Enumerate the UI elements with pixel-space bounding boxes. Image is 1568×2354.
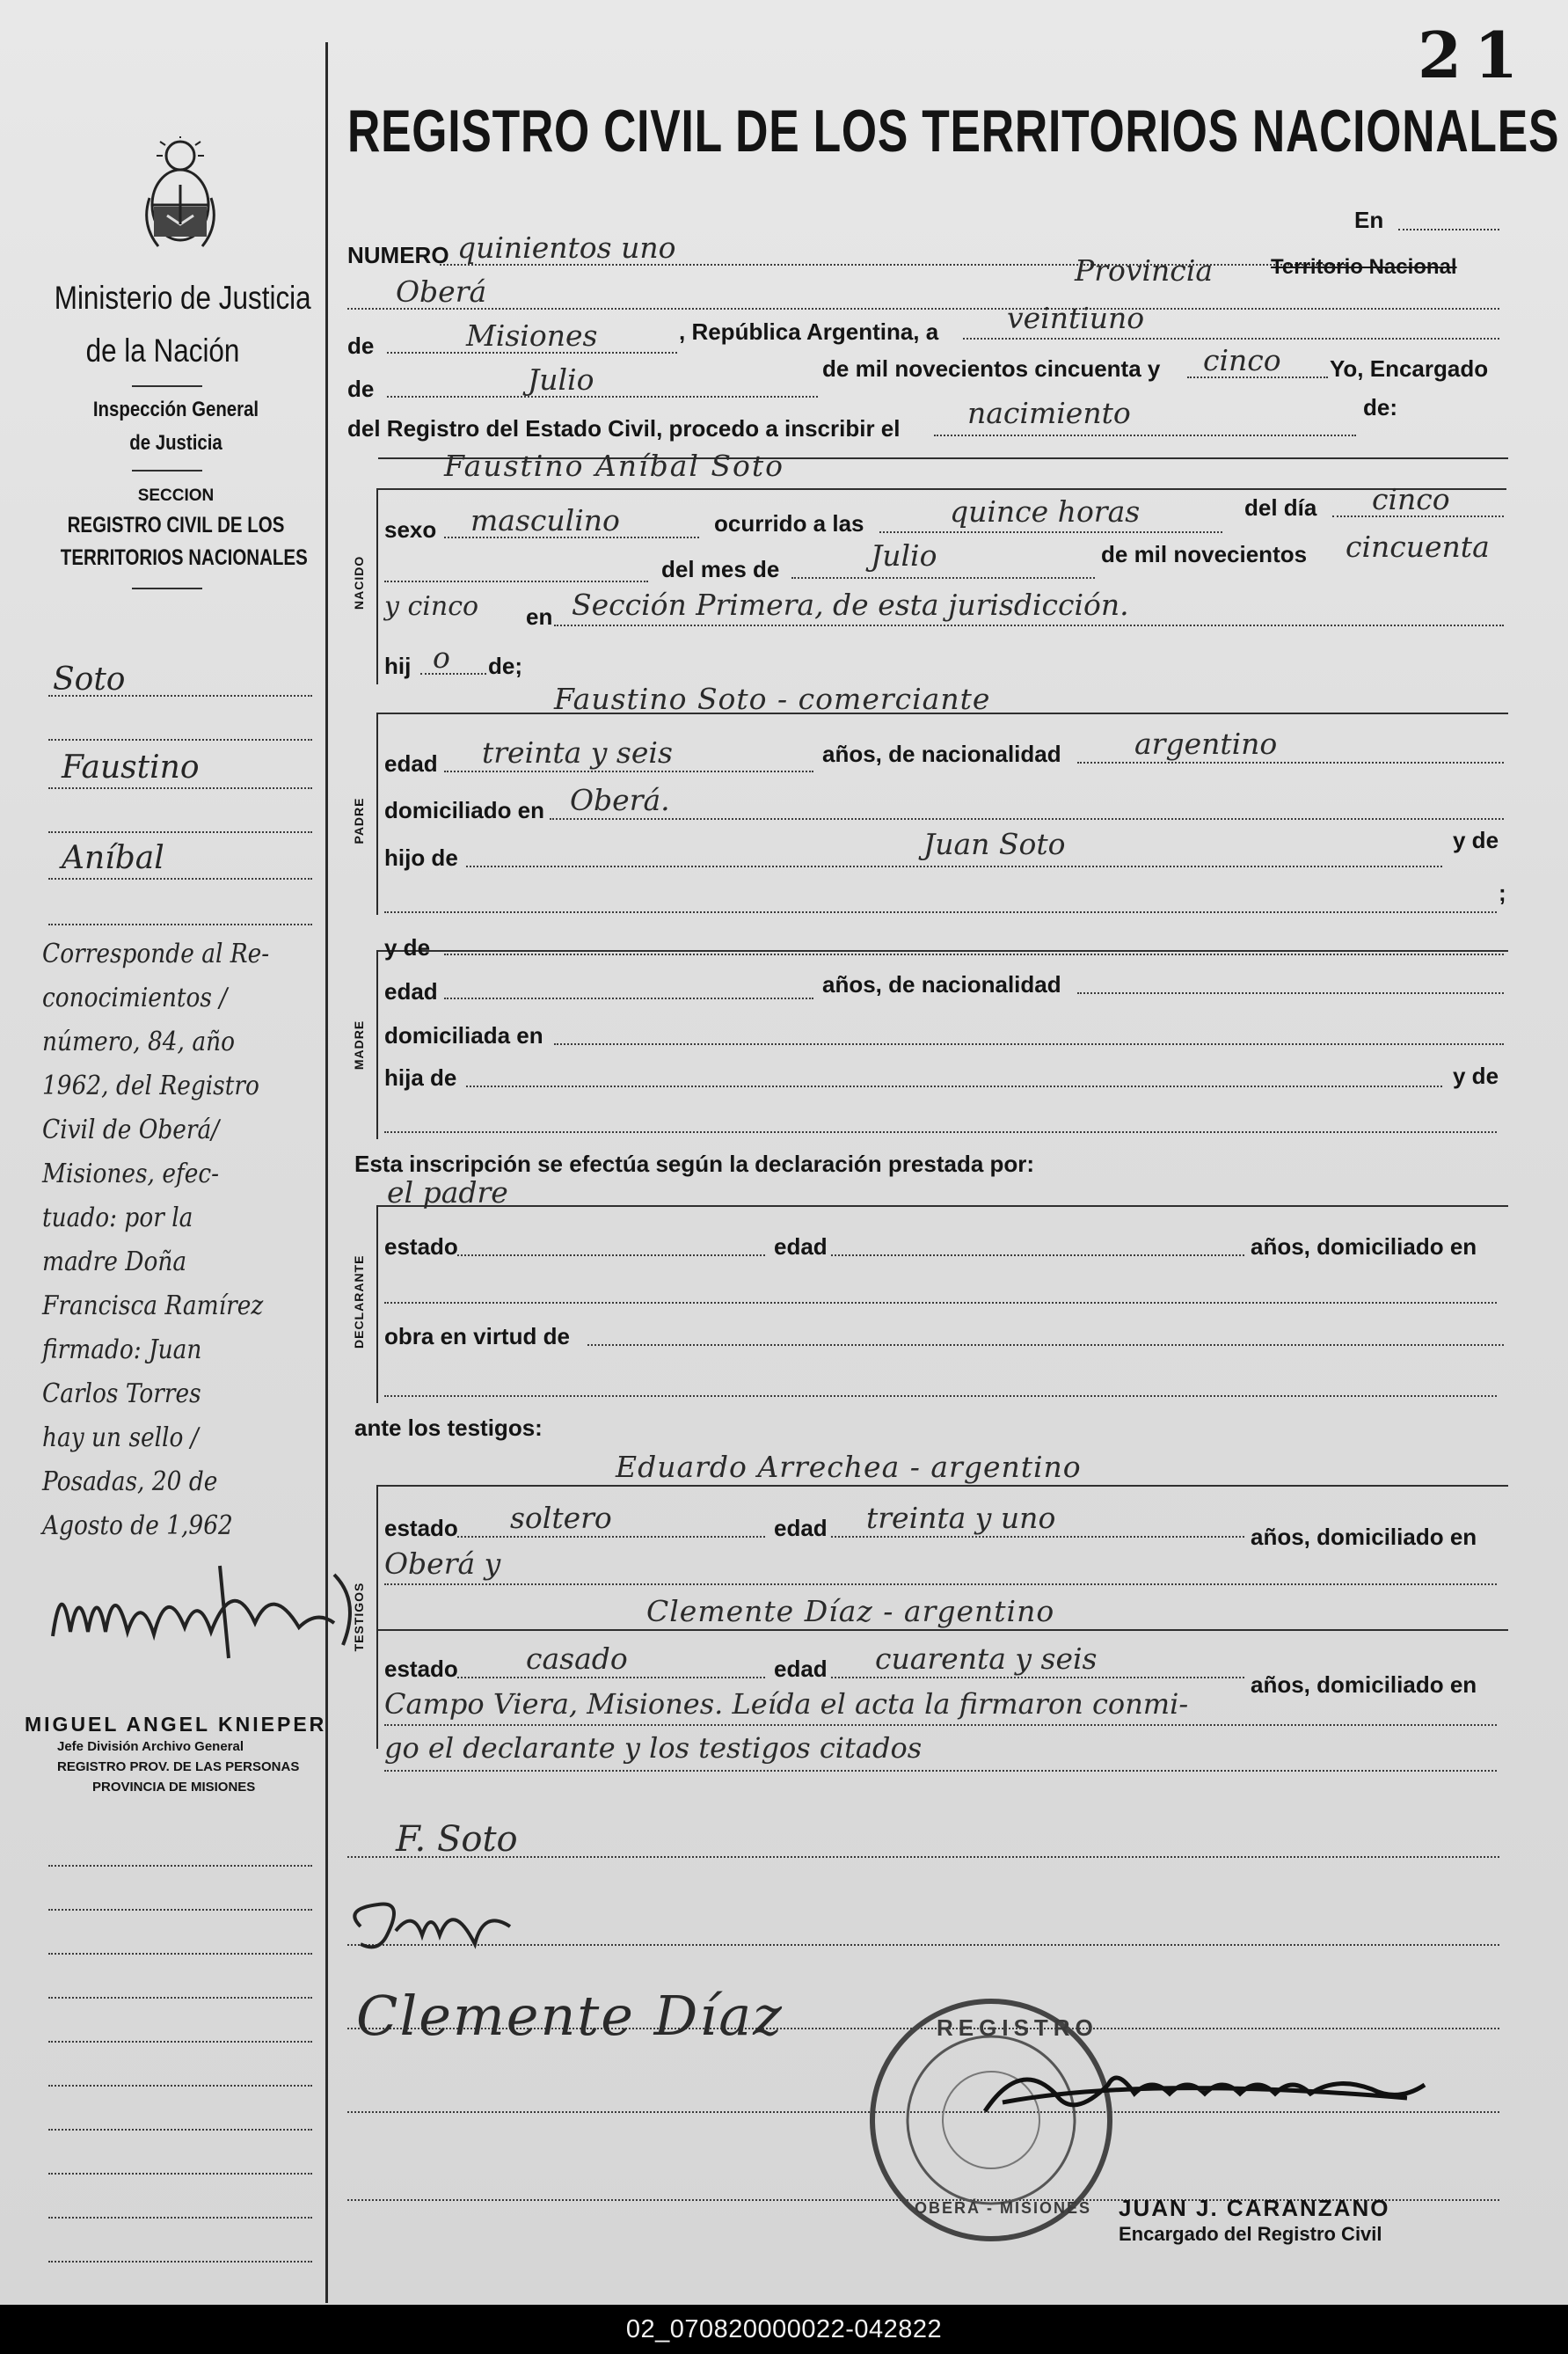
madre-hija-de-label: hija de bbox=[384, 1064, 457, 1091]
mes-line bbox=[791, 577, 1095, 579]
testigo-1-estado: soltero bbox=[510, 1501, 612, 1535]
declarante-obra-line-2 bbox=[384, 1395, 1497, 1397]
padre-nacionalidad: argentino bbox=[1134, 727, 1278, 761]
madre-dom-line bbox=[554, 1043, 1504, 1045]
margin-note-line: firmado: Juan bbox=[42, 1334, 202, 1365]
padre-hijo-de-value: Juan Soto bbox=[923, 827, 1066, 861]
nacido-en-label: en bbox=[526, 603, 553, 630]
padre-hijo-de-label: hijo de bbox=[384, 844, 458, 871]
inspection-divider bbox=[132, 470, 202, 472]
margin-note-line: madre Doña bbox=[42, 1246, 187, 1277]
margin-ruled-line bbox=[48, 878, 312, 880]
act-type: nacimiento bbox=[967, 396, 1131, 430]
place-line bbox=[347, 308, 1499, 310]
declarante-anos-dom-label: años, domiciliado en bbox=[1251, 1233, 1477, 1260]
testigos-side-label: TESTIGOS bbox=[352, 1582, 366, 1652]
signature-testigo-1 bbox=[343, 1891, 545, 1962]
en-line bbox=[1398, 229, 1499, 230]
testigos-intro: ante los testigos: bbox=[354, 1415, 543, 1441]
margin-ruled-line bbox=[48, 1953, 312, 1955]
territorio-label: Territorio Nacional bbox=[1271, 255, 1457, 279]
hora-line bbox=[879, 531, 1222, 533]
registrar-name: JUAN J. CARANZANO bbox=[1119, 2195, 1390, 2221]
margin-ruled-line bbox=[48, 787, 312, 789]
margin-ruled-line bbox=[48, 1865, 312, 1867]
ocurrido-label: ocurrido a las bbox=[714, 510, 864, 537]
del-dia-label: del día bbox=[1244, 494, 1317, 521]
margin-stamp-name: MIGUEL ANGEL KNIEPER bbox=[25, 1713, 327, 1736]
nacido-side-label: NACIDO bbox=[352, 555, 366, 610]
hij-line bbox=[420, 673, 486, 675]
numero-label: NUMERO bbox=[347, 242, 449, 268]
day-value: veintiuno bbox=[1007, 301, 1145, 335]
seal-bottom-text: OBERÁ - MISIONES bbox=[915, 2199, 1092, 2217]
margin-second-name: Aníbal bbox=[62, 840, 164, 876]
section-divider bbox=[132, 588, 202, 589]
testigo-1-estado-line bbox=[457, 1536, 765, 1538]
margin-note-line: número, 84, año bbox=[42, 1027, 235, 1057]
closing-line bbox=[384, 1770, 1497, 1772]
testigo-2-estado-label: estado bbox=[384, 1656, 458, 1682]
sexo-value: masculino bbox=[470, 503, 620, 537]
year-text: de mil novecientos cincuenta y bbox=[822, 355, 1161, 382]
registrar-title: Encargado del Registro Civil bbox=[1119, 2223, 1382, 2245]
padre-dom-line bbox=[550, 818, 1504, 820]
section-line-1: REGISTRO CIVIL DE LOS bbox=[67, 513, 285, 537]
padre-domicilio: Oberá. bbox=[570, 783, 670, 817]
de-colon: de: bbox=[1363, 394, 1397, 420]
padre-semicolon: ; bbox=[1499, 880, 1506, 906]
padre-y-de-label: y de bbox=[1453, 827, 1499, 853]
padre-name: Faustino Soto - comerciante bbox=[554, 682, 991, 716]
margin-note-line: Civil de Oberá/ bbox=[42, 1115, 220, 1145]
padre-domiciliado-label: domiciliado en bbox=[384, 797, 545, 823]
padre-nac-line bbox=[1077, 762, 1504, 764]
margin-ruled-line bbox=[48, 2261, 312, 2263]
testigos-top-line bbox=[378, 1485, 1508, 1487]
del-mes-label: del mes de bbox=[661, 556, 780, 582]
madre-y-de-line bbox=[384, 1131, 1497, 1133]
lugar-value: Sección Primera, de esta jurisdicción. bbox=[572, 588, 1129, 622]
margin-surname: Soto bbox=[53, 662, 126, 698]
margin-ruled-line bbox=[48, 831, 312, 833]
madre-edad-line bbox=[444, 998, 813, 999]
margin-note-line: 1962, del Registro bbox=[42, 1071, 259, 1101]
testigo-2-line bbox=[378, 1629, 1508, 1631]
signature-declarante: F. Soto bbox=[396, 1819, 518, 1860]
testigo-1-name: Eduardo Arrechea - argentino bbox=[616, 1450, 1082, 1484]
declarante-intro: Esta inscripción se efectúa según la declaración prestada por: bbox=[354, 1151, 1035, 1177]
declarante-side-label: DECLARANTE bbox=[352, 1254, 366, 1349]
year-value: cinco bbox=[1203, 343, 1281, 377]
testigo-2-edad: cuarenta y seis bbox=[875, 1641, 1098, 1676]
signature-testigo-2: Clemente Díaz bbox=[356, 1984, 784, 2048]
margin-ruled-line bbox=[48, 924, 312, 925]
month-line bbox=[387, 396, 818, 398]
de-label-2: de bbox=[347, 376, 375, 402]
madre-nac-line bbox=[1077, 992, 1504, 994]
margin-note-line: conocimientos / bbox=[42, 983, 228, 1013]
declarante-edad-line bbox=[831, 1254, 1244, 1256]
ministry-divider bbox=[132, 385, 202, 387]
testigo-1-anos-dom-label: años, domiciliado en bbox=[1251, 1524, 1477, 1550]
hij-de-label: de; bbox=[488, 653, 522, 679]
margin-note-line: tuado: por la bbox=[42, 1203, 193, 1233]
republica-label: , República Argentina, a bbox=[679, 318, 939, 345]
madre-hija-line bbox=[466, 1086, 1442, 1087]
mes-value: Julio bbox=[871, 538, 937, 573]
testigo-2-edad-label: edad bbox=[774, 1656, 828, 1682]
inspection-line-1: Inspección General bbox=[92, 398, 259, 421]
testigo-1-edad-line bbox=[831, 1536, 1244, 1538]
lugar-line bbox=[554, 625, 1504, 626]
declarante-dom-line bbox=[384, 1302, 1497, 1304]
page-title: REGISTRO CIVIL DE LOS TERRITORIOS NACIONALES bbox=[347, 98, 1560, 164]
margin-stamp-line-1: Jefe División Archivo General bbox=[57, 1739, 244, 1754]
margin-ruled-line bbox=[48, 1909, 312, 1911]
provincia-value: Provincia bbox=[1075, 253, 1214, 288]
declarante-estado-label: estado bbox=[384, 1233, 458, 1260]
margin-stamp-line-3: PROVINCIA DE MISIONES bbox=[92, 1780, 256, 1795]
margin-note-line: Agosto de 1,962 bbox=[42, 1510, 233, 1541]
de-mil-label: de mil novecientos bbox=[1101, 541, 1308, 567]
madre-y-de-end: y de bbox=[1453, 1063, 1499, 1089]
day-line bbox=[963, 338, 1499, 340]
dia-value: cinco bbox=[1372, 482, 1450, 516]
declarante-value: el padre bbox=[387, 1175, 508, 1210]
testigo-2-name: Clemente Díaz - argentino bbox=[646, 1594, 1055, 1628]
margin-note-line: Carlos Torres bbox=[42, 1378, 201, 1409]
margin-ruled-line bbox=[48, 739, 312, 741]
testigo-1-edad-label: edad bbox=[774, 1515, 828, 1541]
declarante-obra-label: obra en virtud de bbox=[384, 1323, 570, 1349]
margin-ruled-line bbox=[48, 2217, 312, 2219]
hij-label: hij bbox=[384, 653, 412, 679]
closing-text: go el declarante y los testigos citados bbox=[384, 1731, 923, 1765]
margin-note-line: Misiones, efec- bbox=[42, 1159, 220, 1189]
margin-note-line: Corresponde al Re- bbox=[42, 939, 270, 969]
margin-ruled-line bbox=[48, 1997, 312, 1999]
declarante-top-line bbox=[378, 1205, 1508, 1207]
nacido-name: Faustino Aníbal Soto bbox=[444, 449, 785, 483]
testigo-2-anos-dom-label: años, domiciliado en bbox=[1251, 1671, 1477, 1698]
madre-domiciliada-label: domiciliada en bbox=[384, 1022, 543, 1049]
margin-annotation bbox=[42, 932, 324, 1548]
declarante-estado-line bbox=[457, 1254, 765, 1256]
del-registro-text: del Registro del Estado Civil, procedo a inscribir el bbox=[347, 415, 901, 442]
madre-top-line bbox=[378, 950, 1508, 952]
registrar-signature bbox=[967, 2041, 1442, 2138]
margin-signature bbox=[44, 1557, 369, 1663]
inspection-line-2: de Justicia bbox=[129, 431, 222, 455]
padre-edad-value: treinta y seis bbox=[482, 735, 673, 770]
madre-name-line bbox=[444, 954, 1504, 955]
padre-bracket bbox=[376, 713, 378, 915]
de-label-1: de bbox=[347, 333, 375, 359]
padre-hijo-line bbox=[466, 866, 1442, 867]
declarante-obra-line bbox=[587, 1344, 1504, 1346]
testigo-1-edad: treinta y uno bbox=[866, 1501, 1056, 1535]
margin-ruled-line bbox=[48, 2041, 312, 2043]
testigo-2-edad-line bbox=[831, 1677, 1244, 1678]
margin-note-line: hay un sello / bbox=[42, 1422, 199, 1453]
madre-side-label: MADRE bbox=[352, 1020, 366, 1071]
testigo-2-estado: casado bbox=[526, 1641, 628, 1676]
image-code: 02_070820000022-042822 bbox=[625, 2315, 943, 2343]
yo-encargado: Yo, Encargado bbox=[1330, 355, 1489, 382]
testigo-1-estado-label: estado bbox=[384, 1515, 458, 1541]
testigos-bracket bbox=[376, 1485, 378, 1749]
sexo-label: sexo bbox=[384, 516, 437, 543]
section-line-2: TERRITORIOS NACIONALES bbox=[60, 545, 308, 570]
padre-anos-nac-label: años, de nacionalidad bbox=[822, 741, 1061, 767]
act-type-line bbox=[934, 435, 1356, 436]
coat-of-arms-icon bbox=[141, 136, 220, 251]
padre-y-de-line bbox=[384, 911, 1497, 913]
ministry-line-1: Ministerio de Justicia bbox=[54, 280, 311, 316]
nacido-bracket bbox=[376, 488, 378, 684]
numero-value: quinientos uno bbox=[457, 230, 676, 265]
anio-value: cincuenta bbox=[1346, 530, 1490, 564]
hora-value: quince horas bbox=[950, 494, 1141, 529]
hij-value: o bbox=[433, 640, 450, 675]
margin-first-name: Faustino bbox=[62, 749, 200, 786]
section-label: SECCION bbox=[137, 486, 215, 505]
testigo-1-dom-line bbox=[384, 1583, 1497, 1585]
margin-ruled-line bbox=[48, 2085, 312, 2087]
padre-side-label: PADRE bbox=[352, 797, 366, 844]
testigo-2-estado-line bbox=[457, 1677, 765, 1678]
padre-edad-line bbox=[444, 771, 813, 772]
ministry-line-2: de la Nación bbox=[85, 333, 240, 369]
dia-cont-line bbox=[384, 581, 648, 582]
madre-bracket bbox=[376, 950, 378, 1139]
place-value: Oberá bbox=[396, 274, 487, 309]
province-name: Misiones bbox=[466, 318, 598, 353]
margin-note-line: Francisca Ramírez bbox=[42, 1290, 264, 1321]
declarante-bracket bbox=[376, 1205, 378, 1403]
testigo-2-dom-line bbox=[384, 1724, 1497, 1726]
seal-top-text: REGISTRO bbox=[937, 2014, 1098, 2041]
madre-y-de-label: y de bbox=[384, 934, 431, 961]
nacido-bracket-top bbox=[376, 488, 1506, 490]
declarante-edad-label: edad bbox=[774, 1233, 828, 1260]
signature-line bbox=[347, 1856, 1499, 1858]
margin-note-line: Posadas, 20 de bbox=[42, 1466, 218, 1497]
margin-ruled-line bbox=[48, 2173, 312, 2175]
month-value: Julio bbox=[528, 362, 594, 397]
padre-edad-label: edad bbox=[384, 750, 438, 777]
madre-edad-label: edad bbox=[384, 978, 438, 1005]
margin-ruled-line bbox=[48, 2129, 312, 2131]
margin-stamp-line-2: REGISTRO PROV. DE LAS PERSONAS bbox=[57, 1759, 300, 1774]
madre-anos-nac-label: años, de nacionalidad bbox=[822, 971, 1061, 998]
anio-value-2: y cinco bbox=[384, 591, 479, 622]
testigo-1-dom: Oberá y bbox=[384, 1546, 501, 1581]
en-label: En bbox=[1354, 207, 1384, 233]
margin-divider bbox=[325, 42, 328, 2303]
testigo-2-dom: Campo Viera, Misiones. Leída el acta la firmaron conmi- bbox=[384, 1687, 1189, 1721]
page-number: 21 bbox=[1418, 18, 1531, 92]
